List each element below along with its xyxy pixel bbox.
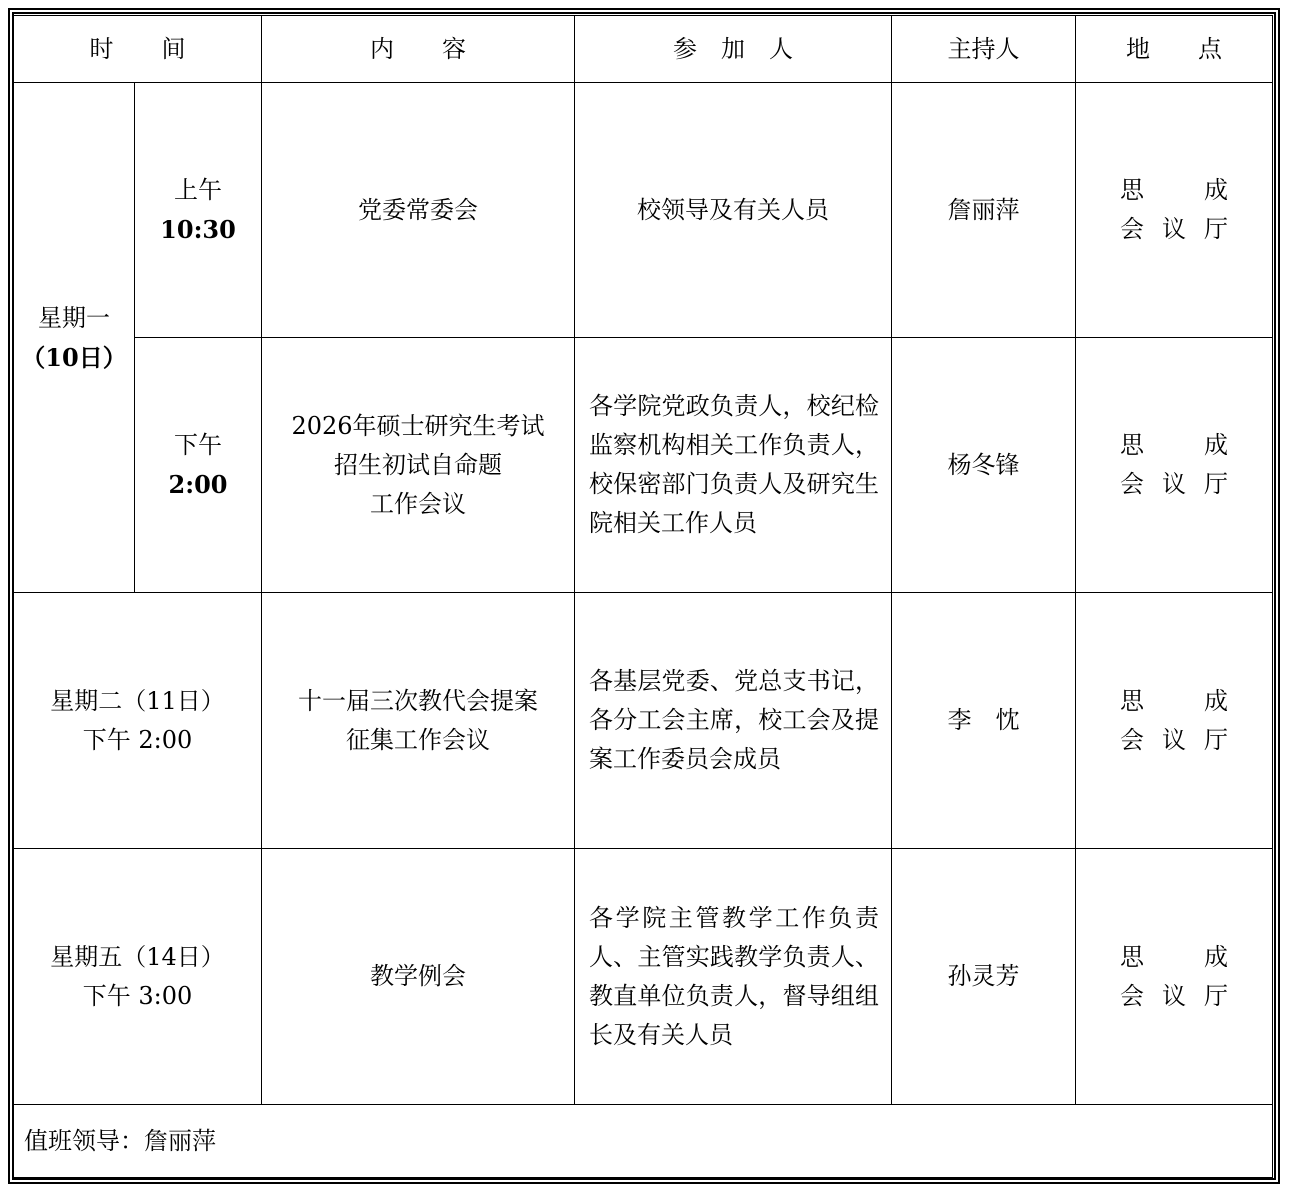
participants-cell: 各基层党委、党总支书记，各分工会主席，校工会及提案工作委员会成员 [575, 593, 892, 849]
location-char: 思 [1120, 176, 1144, 204]
content-cell [262, 593, 575, 849]
time-period: 上午 [174, 176, 222, 204]
day-time-cell [14, 849, 262, 1105]
day-time-line: 下午 2:00 [82, 725, 193, 754]
host-cell: 孙灵芳 [892, 849, 1076, 1105]
participants-cell: 校领导及有关人员 [575, 83, 892, 338]
time-cell [135, 338, 262, 593]
content-line: 2026年硕士研究生考试 [291, 411, 545, 440]
host-cell: 杨冬锋 [892, 338, 1076, 593]
day-time-line: 下午 3:00 [82, 981, 193, 1010]
location-char: 厅 [1204, 981, 1228, 1010]
location-char: 成 [1204, 686, 1228, 715]
location-cell [1076, 849, 1273, 1105]
location-char: 会 [1120, 470, 1144, 498]
content-line: 征集工作会议 [346, 725, 490, 754]
header-time: 时 间 [14, 16, 262, 83]
location-char: 思 [1120, 686, 1144, 715]
location-char: 会 [1120, 981, 1144, 1010]
location-char: 思 [1120, 942, 1144, 971]
location-char: 厅 [1204, 215, 1228, 243]
footer-row [14, 1105, 1273, 1178]
day-date: （10日） [21, 342, 127, 372]
location-char: 议 [1162, 981, 1186, 1010]
header-host: 主持人 [892, 16, 1076, 83]
location-char: 会 [1120, 725, 1144, 754]
host-cell: 李 忱 [892, 593, 1076, 849]
location-char: 议 [1162, 215, 1186, 243]
day-time-line: 星期五（14日） [50, 942, 225, 971]
day-cell [14, 83, 135, 593]
content-line: 招生初试自命题 [334, 450, 502, 479]
schedule-table [13, 15, 1273, 1178]
content-line: 十一届三次教代会提案 [298, 686, 538, 715]
header-content: 内 容 [262, 16, 575, 83]
table-row [14, 83, 1273, 338]
participants-cell: 各学院主管教学工作负责人、主管实践教学负责人、教直单位负责人，督导组组长及有关人员 [575, 849, 892, 1105]
table-row [14, 593, 1273, 849]
header-participants: 参 加 人 [575, 16, 892, 83]
host-cell: 詹丽萍 [892, 83, 1076, 338]
location-char: 议 [1162, 725, 1186, 754]
location-char: 会 [1120, 215, 1144, 243]
time-value: 2:00 [168, 470, 228, 499]
content-cell [262, 338, 575, 593]
time-cell [135, 83, 262, 338]
location-char: 成 [1204, 176, 1228, 204]
content-line: 工作会议 [370, 489, 466, 518]
location-char: 成 [1204, 431, 1228, 459]
location-cell [1076, 338, 1273, 593]
participants-cell: 各学院党政负责人，校纪检监察机构相关工作负责人，校保密部门负责人及研究生院相关工作人员 [575, 338, 892, 593]
location-char: 思 [1120, 431, 1144, 459]
table-row [14, 849, 1273, 1105]
content-cell: 党委常委会 [262, 83, 575, 338]
location-char: 厅 [1204, 725, 1228, 754]
location-char: 厅 [1204, 470, 1228, 498]
table-row [14, 338, 1273, 593]
day-time-cell [14, 593, 262, 849]
day-time-line: 星期二（11日） [50, 686, 225, 715]
header-row [14, 16, 1273, 83]
location-char: 成 [1204, 942, 1228, 971]
location-char: 议 [1162, 470, 1186, 498]
content-cell: 教学例会 [262, 849, 575, 1105]
duty-leader: 值班领导：詹丽萍 [14, 1105, 1273, 1178]
time-period: 下午 [174, 431, 222, 459]
day-name: 星期一 [38, 303, 110, 332]
location-cell [1076, 83, 1273, 338]
location-cell [1076, 593, 1273, 849]
time-value: 10:30 [160, 215, 236, 244]
header-location: 地 点 [1076, 16, 1273, 83]
